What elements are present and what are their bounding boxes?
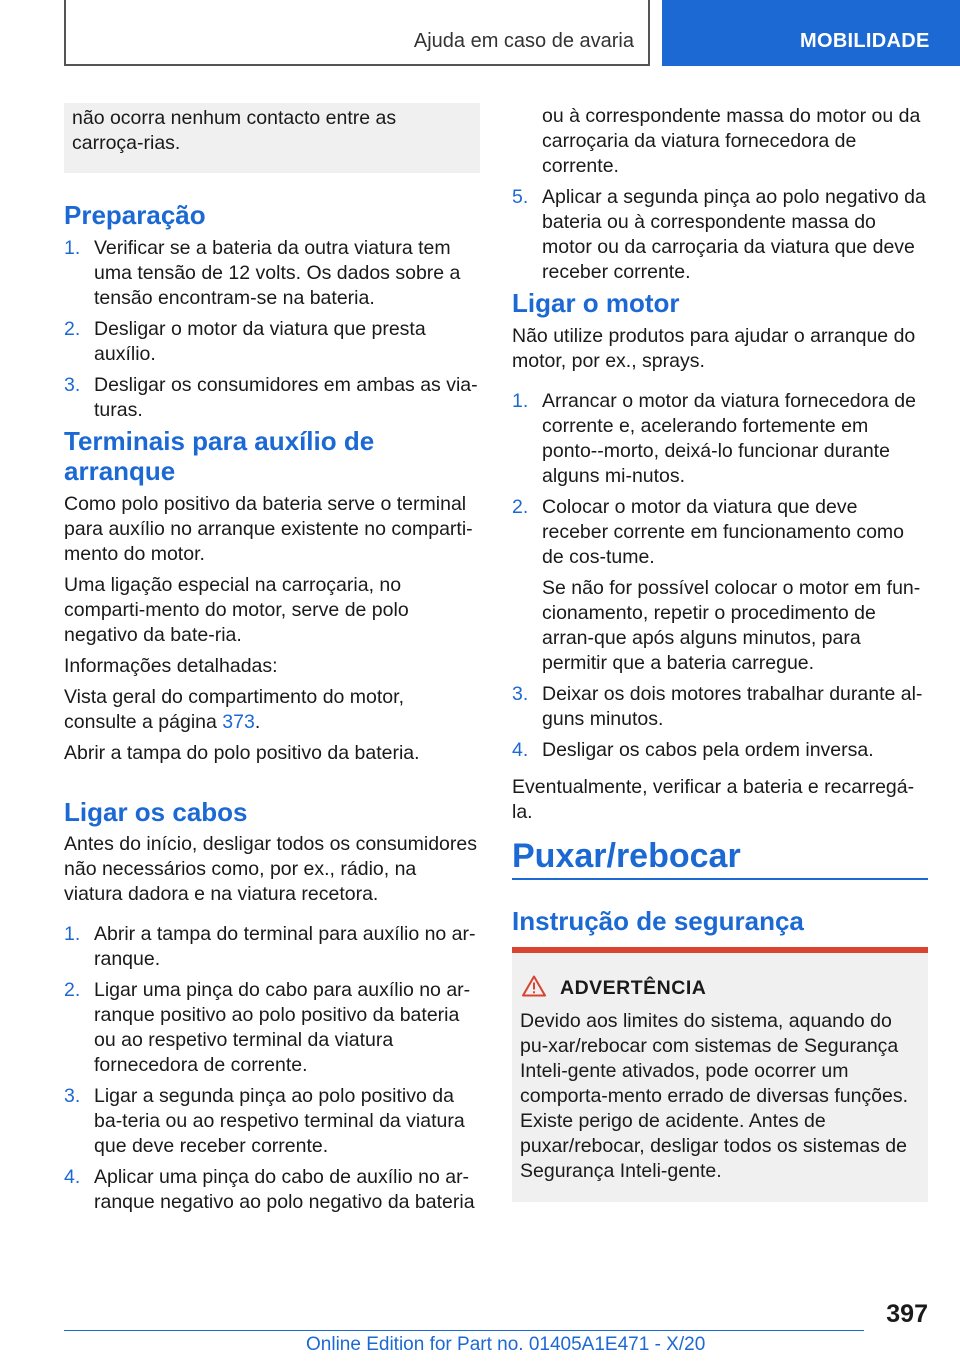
paragraph: Como polo positivo da bateria serve o terminal para auxílio no arranque existente no comparti-mento do motor. [64, 493, 473, 565]
cables-intro: Antes do início, desligar todos os consumidores não necessários como, por ex., rádio, na viatura dadora e na viatura recetora. [64, 833, 477, 905]
section-header-box [64, 0, 650, 66]
warning-triangle-icon [522, 975, 546, 997]
list-item: 4. Aplicar uma pinça do cabo de auxílio no ar-ranque negativo ao polo negativo da bateria [64, 1166, 475, 1213]
warning-body: Devido aos limites do sistema, aquando do pu-xar/rebocar com sistemas de Segurança Inteli-gente ativados, pode ocorrer um comporta-mento errado de diversas funções. Existe perigo de acidente. Antes de puxar/rebocar, desligar todos os sistemas de Segurança Inteli-gente. [520, 1010, 909, 1182]
heading-ligar-motor: Ligar o motor [512, 288, 680, 318]
cables-steps-continued [512, 104, 928, 291]
chapter-tab[interactable] [662, 0, 960, 66]
list-item: 1. Abrir a tampa do terminal para auxílio no ar-ranque. [64, 923, 476, 970]
start-steps-list [512, 389, 928, 769]
list-item: ou à correspondente massa do motor ou da carroçaria da viatura fornecedora de corrente. [542, 105, 921, 177]
paragraph: Abrir a tampa do polo positivo da bateria. [64, 742, 420, 764]
footer-edition: Online Edition for Part no. 01405A1E471 - X/20 [306, 1334, 706, 1355]
section-title: Ajuda em caso de avaria [413, 30, 634, 52]
list-item: 4. Desligar os cabos pela ordem inversa. [512, 739, 874, 761]
list-item: 5. Aplicar a segunda pinça ao polo negativo da bateria ou à correspondente massa do motor ou da carroçaria da viatura que deve receber corrente. [512, 186, 926, 283]
list-item: 3. Desligar os consumidores em ambas as via-turas. [64, 374, 478, 421]
note-text: não ocorra nenhum contacto entre as carroça-rias. [72, 107, 397, 154]
paragraph: Informações detalhadas: [64, 655, 278, 677]
list-item: 2. Ligar uma pinça do cabo para auxílio no ar-ranque positivo ao polo positivo da bateria ou ao respetivo terminal da viatura fornecedora de corrente. [64, 979, 471, 1076]
list-item: 1. Arrancar o motor da viatura fornecedora de corrente e, acelerando fortemente em ponto--morto, deixá-lo funcionar durante alguns mi-nutos. [512, 390, 916, 487]
warning-title: ADVERTÊNCIA [560, 977, 707, 999]
list-item: 3. Ligar a segunda pinça ao polo positivo da ba-teria ou ao respetivo terminal da viatura que deve receber corrente. [64, 1085, 465, 1157]
heading-terminais: Terminais para auxílio de arranque [64, 426, 375, 486]
start-intro: Não utilize produtos para ajudar o arranque do motor, por ex., sprays. [512, 325, 916, 372]
terminais-text [64, 492, 480, 766]
cables-steps-list [64, 922, 480, 1221]
heading-instrucao-seguranca: Instrução de segurança [512, 906, 804, 936]
start-outro: Eventualmente, verificar a bateria e recarregá-la. [512, 776, 915, 823]
warning-box [512, 947, 928, 1202]
footer-rule [64, 1330, 864, 1331]
note-box [64, 103, 480, 173]
heading-preparacao: Preparação [64, 200, 206, 230]
page-number: 397 [886, 1300, 928, 1328]
list-item: 2. Desligar o motor da viatura que presta auxílio. [64, 318, 426, 365]
prep-steps-list [64, 236, 480, 429]
page-header [0, 0, 960, 66]
chapter-tab-label: MOBILIDADE [800, 30, 930, 52]
list-item: 1. Verificar se a bateria da outra viatura tem uma tensão de 12 volts. Os dados sobre a tensão encontram-se na bateria. [64, 237, 461, 309]
list-item: 3. Deixar os dois motores trabalhar durante al-guns minutos. [512, 683, 923, 730]
step-subparagraph: Se não for possível colocar o motor em fun-cionamento, repetir o procedimento de arran-que após alguns minutos, para permitir que a bateria carregue. [542, 577, 921, 674]
heading-rule [512, 878, 928, 880]
paragraph-with-link: Vista geral do compartimento do motor, consulte a página 373. [64, 686, 404, 733]
warning-bar [512, 947, 928, 953]
heading-ligar-cabos: Ligar os cabos [64, 797, 248, 827]
page-link[interactable]: 373 [222, 711, 255, 733]
list-item: 2. Colocar o motor da viatura que deve receber corrente em funcionamento como de cos-tume. Se não for possível colocar o motor em fun-cionamento, repetir o procedimento de arran-que após alguns minutos, para permitir que a bateria carregue. [512, 495, 928, 676]
paragraph: Uma ligação especial na carroçaria, no comparti-mento do motor, serve de polo negativo da bate-ria. [64, 574, 409, 646]
heading-puxar-rebocar: Puxar/rebocar [512, 837, 741, 875]
